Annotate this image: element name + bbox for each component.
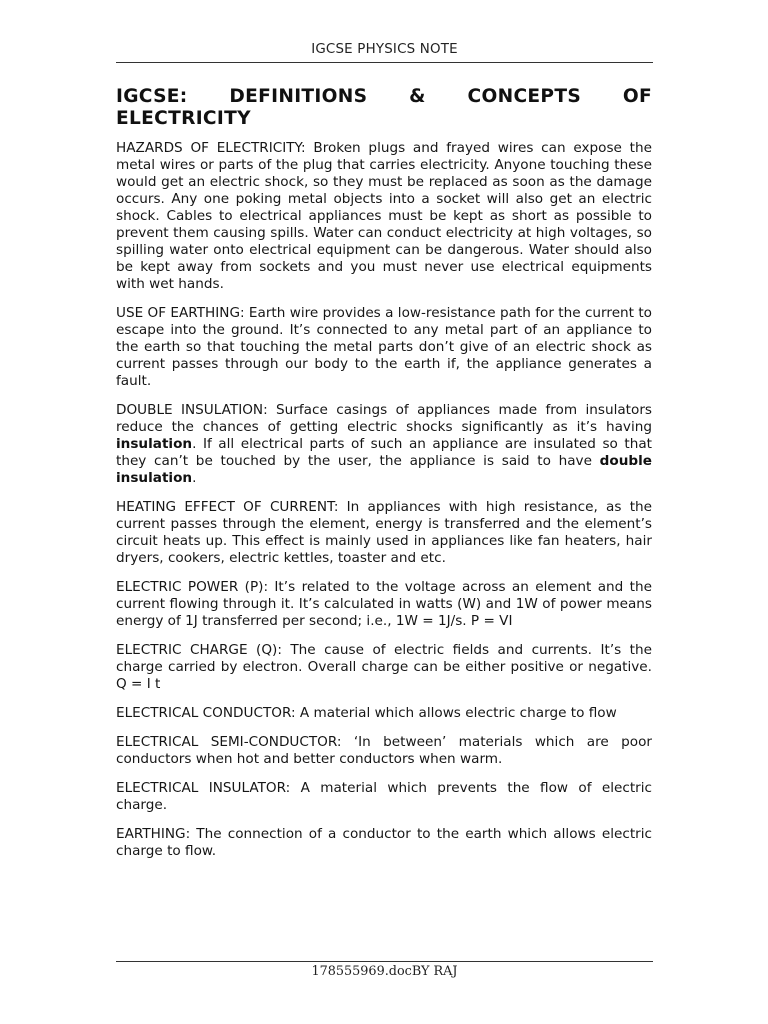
paragraph-insulator: ELECTRICAL INSULATOR: A material which prevents the flow of electric charge.: [116, 780, 652, 813]
paragraph-conductor: ELECTRICAL CONDUCTOR: A material which allows electric charge to flow: [116, 705, 617, 721]
header-divider: [116, 62, 653, 63]
paragraph-earthing-definition: EARTHING: The connection of a conductor to the earth which allows electric charge to flow.: [116, 826, 652, 859]
bold-term-double-insulation: double insulation: [116, 453, 652, 486]
text-run: . If all electrical parts of such an appliance are insulated so that they can’t be touched by the user, the appliance is said to have: [116, 436, 652, 469]
paragraph-electric-charge: ELECTRIC CHARGE (Q): The cause of electric fields and currents. It’s the charge carried by electron. Overall charge can be either positive or negative. Q = I t: [116, 642, 652, 692]
paragraph-electric-power: ELECTRIC POWER (P): It’s related to the voltage across an element and the current flowing through it. It’s calculated in watts (W) and 1W of power means energy of 1J transferred per second; i.e., 1W = 1J/s. P = VI: [116, 579, 652, 629]
page-header: IGCSE PHYSICS NOTE: [311, 42, 458, 57]
document-body: [116, 86, 652, 872]
paragraph-hazards: HAZARDS OF ELECTRICITY: Broken plugs and frayed wires can expose the metal wires or parts of the plug that carries electricity. Anyone touching these would get an electric shock, so they must be replaced as soon as the damage occurs. Any one poking metal objects into a socket will also get an electric shock. Cables to electrical appliances must be kept as short as possible to prevent them causing spills. Water can conduct electricity at high voltages, so spilling water onto electrical equipment can be dangerous. Water should also be kept away from sockets and you must never use electrical equipments with wet hands.: [116, 140, 652, 292]
paragraph-double-insulation: [116, 402, 652, 487]
text-run: DOUBLE INSULATION: Surface casings of appliances made from insulators reduce the chances of getting electric shocks significantly as it’s having: [116, 402, 652, 435]
footer-divider: [116, 961, 653, 962]
text-run: .: [192, 470, 197, 486]
document-title: IGCSE: DEFINITIONS & CONCEPTS OF ELECTRICITY: [116, 86, 652, 129]
page-footer: 178555969.docBY RAJ: [311, 964, 458, 979]
paragraph-earthing-use: USE OF EARTHING: Earth wire provides a low-resistance path for the current to escape into the ground. It’s connected to any metal part of an appliance to the earth so that touching the metal parts don’t give of an electric shock as current passes through our body to the earth if, the appliance generates a fault.: [116, 305, 652, 389]
paragraph-semiconductor: ELECTRICAL SEMI-CONDUCTOR: ‘In between’ materials which are poor conductors when hot and better conductors when warm.: [116, 734, 652, 767]
bold-term-insulation: insulation: [116, 436, 193, 452]
paragraph-heating-effect: HEATING EFFECT OF CURRENT: In appliances with high resistance, as the current passes through the element, energy is transferred and the element’s circuit heats up. This effect is mainly used in appliances like fan heaters, hair dryers, cookers, electric kettles, toaster and etc.: [116, 499, 652, 566]
